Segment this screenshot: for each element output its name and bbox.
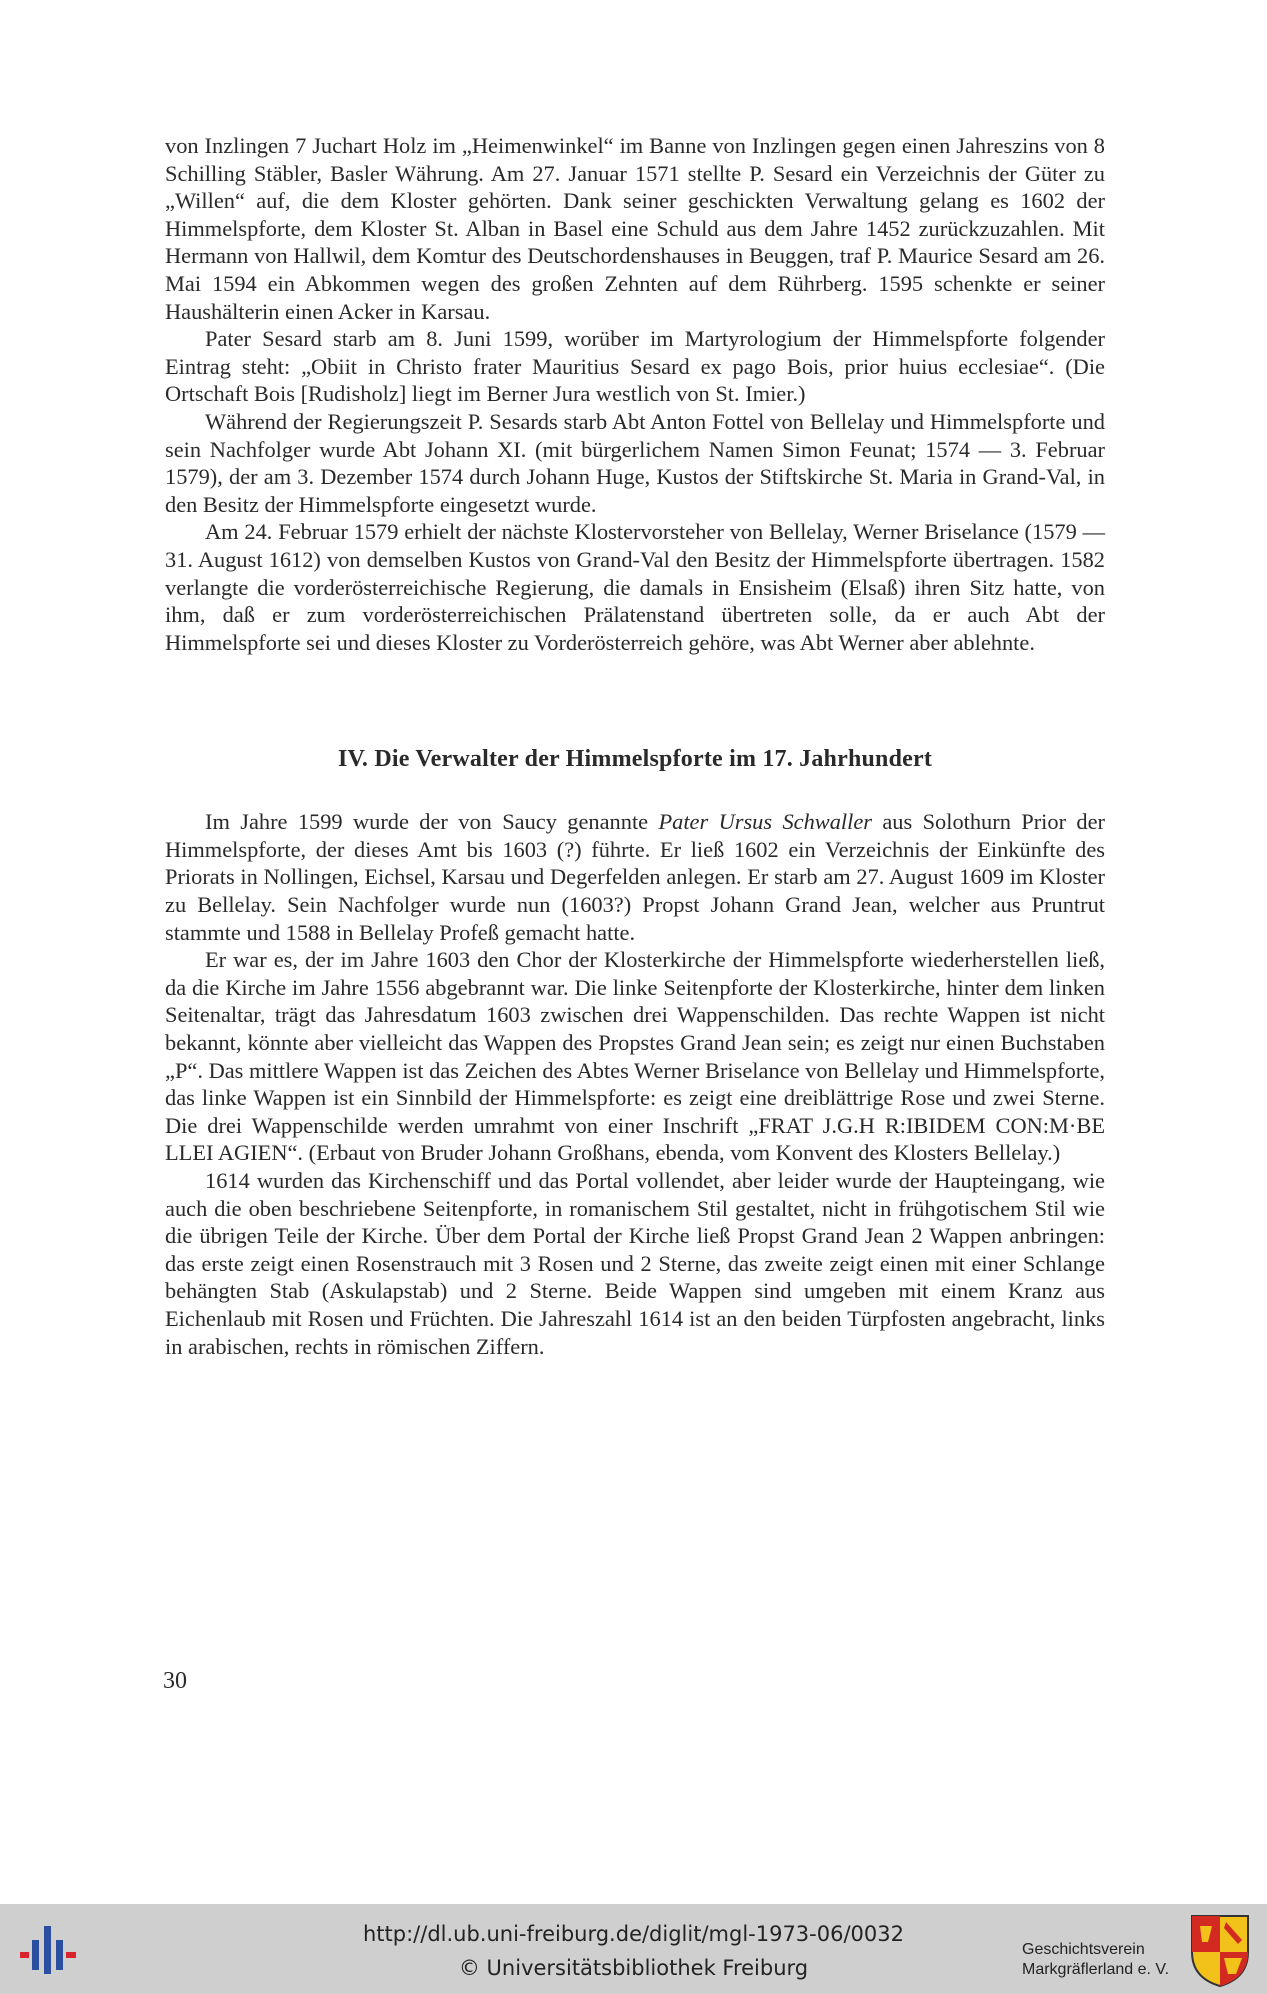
document-page (165, 132, 1105, 1360)
paragraph: Er war es, der im Jahre 1603 den Chor der Klosterkirche der Himmelspforte wiederherstellen ließ, da die Kirche im Jahre 1556 abgebrannt war. Die linke Seitenpforte der Klosterkirche, hinter dem linken Seitenaltar, trägt das Jahresdatum 1603 zwischen drei Wappenschilden. Das rechte Wappen ist nicht bekannt, könnte aber vielleicht das Wappen des Propstes Grand Jean sein; es zeigt nur einen Buchstaben „P“. Das mittlere Wappen ist das Zeichen des Abtes Werner Briselance von Bellelay und Himmelspforte, das linke Wappen ist ein Sinnbild der Himmelspforte: es zeigt eine dreiblättrige Rose und zwei Sterne. Die drei Wappenschilde werden umrahmt von einer Inschrift „FRAT J.G.H R:IBIDEM CON:M·BE LLEI AGIEN“. (Erbaut von Bruder Johann Großhans, ebenda, vom Konvent des Klosters Bellelay.) (165, 947, 1105, 1166)
paragraph: 1614 wurden das Kirchenschiff und das Portal vollendet, aber leider wurde der Haupteingang, wie auch die oben beschriebene Seitenpforte, in romanischem Stil gestaltet, nicht in frühgotischem Stil wie die übrigen Teile der Kirche. Über dem Portal der Kirche ließ Propst Grand Jean 2 Wappen anbringen: das erste zeigt einen Rosenstrauch mit 3 Rosen und 2 Sterne, das zweite zeigt einen mit einer Schlange behängten Stab (Askulapstab) und 2 Sterne. Beide Wappen sind umgeben mit einem Kranz aus Eichenlaub mit Rosen und Früchten. Die Jahreszahl 1614 ist an den beiden Türpfosten angebracht, links in arabischen, rechts in römischen Ziffern. (165, 1168, 1105, 1359)
paragraph (165, 808, 1105, 946)
footer-band (0, 1904, 1267, 1994)
person-name-italic: Pater Ursus Schwaller (658, 809, 872, 835)
document-url-link[interactable]: http://dl.ub.uni-freiburg.de/diglit/mgl-1973-06/0032 (362, 1922, 904, 1946)
paragraph: Während der Regierungszeit P. Sesards starb Abt Anton Fottel von Bellelay und Himmelspforte und sein Nachfolger wurde Abt Johann XI. (mit bürgerlichem Namen Simon Feunat; 1574 — 3. Februar 1579), der am 3. Dezember 1574 durch Johann Huge, Kustos der Stiftskirche St. Maria in Grand-Val, in den Besitz der Himmelspforte eingesetzt wurde. (165, 408, 1105, 517)
page-number: 30 (163, 1668, 187, 1694)
publisher-name (1022, 1940, 1169, 1980)
copyright-notice: © Universitätsbibliothek Freiburg (458, 1956, 809, 1980)
paragraph-text: Im Jahre 1599 wurde der von Saucy genannte (205, 809, 659, 835)
paragraph: von Inzlingen 7 Juchart Holz im „Heimenwinkel“ im Banne von Inzlingen gegen einen Jahreszins von 8 Schilling Stäbler, Basler Währung. Am 27. Januar 1571 stellte P. Sesard ein Verzeichnis der Güter zu „Willen“ auf, die dem Kloster gehörten. Dank seiner geschickten Verwaltung gelang es 1602 der Himmelspforte, dem Kloster St. Alban in Basel eine Schuld aus dem Jahre 1452 zurückzuzahlen. Mit Hermann von Hallwil, dem Komtur des Deutschordenshauses in Beuggen, traf P. Maurice Sesard am 26. Mai 1594 ein Abkommen wegen des großen Zehnten auf dem Rührberg. 1595 schenkte er seiner Haushälterin einen Acker in Karsau. (165, 133, 1105, 324)
paragraph-text: aus Solothurn Prior der Himmelspforte, der dieses Amt bis 1603 (?) führte. Er ließ 1602 ein Verzeichnis der Einkünfte des Priorats in Nollingen, Eichsel, Karsau und Degerfelden anlegen. Er starb am 27. August 1609 im Kloster zu Bellelay. Sein Nachfolger wurde nun (1603?) Propst Johann Grand Jean, welcher aus Pruntrut stammte und 1588 in Bellelay Profeß gemacht hatte. (165, 809, 1105, 945)
paragraph: Am 24. Februar 1579 erhielt der nächste Klostervorsteher von Bellelay, Werner Briselance (1579 — 31. August 1612) von demselben Kustos von Grand-Val den Besitz der Himmelspforte übertragen. 1582 verlangte die vorderösterreichische Regierung, die damals in Ensisheim (Elsaß) ihren Sitz hatte, von ihm, daß er zum vorderösterreichischen Prälatenstand übertreten solle, da er auch Abt der Himmelspforte sei und dieses Kloster zu Vorderösterreich gehöre, was Abt Werner aber ablehnte. (165, 519, 1105, 655)
publisher-line-1: Geschichtsverein (1022, 1941, 1145, 1958)
coat-of-arms-icon (1188, 1912, 1252, 1988)
paragraph: Pater Sesard starb am 8. Juni 1599, worüber im Martyrologium der Himmelspforte folgender Eintrag steht: „Obiit in Christo frater Mauritius Sesard ex pago Bois, prior huius ecclesiae“. (Die Ortschaft Bois [Rudisholz] liegt im Berner Jura westlich von St. Imier.) (165, 326, 1105, 407)
section-heading: IV. Die Verwalter der Himmelspforte im 17. Jahrhundert (337, 746, 933, 773)
publisher-line-2: Markgräflerland e. V. (1022, 1961, 1170, 1978)
